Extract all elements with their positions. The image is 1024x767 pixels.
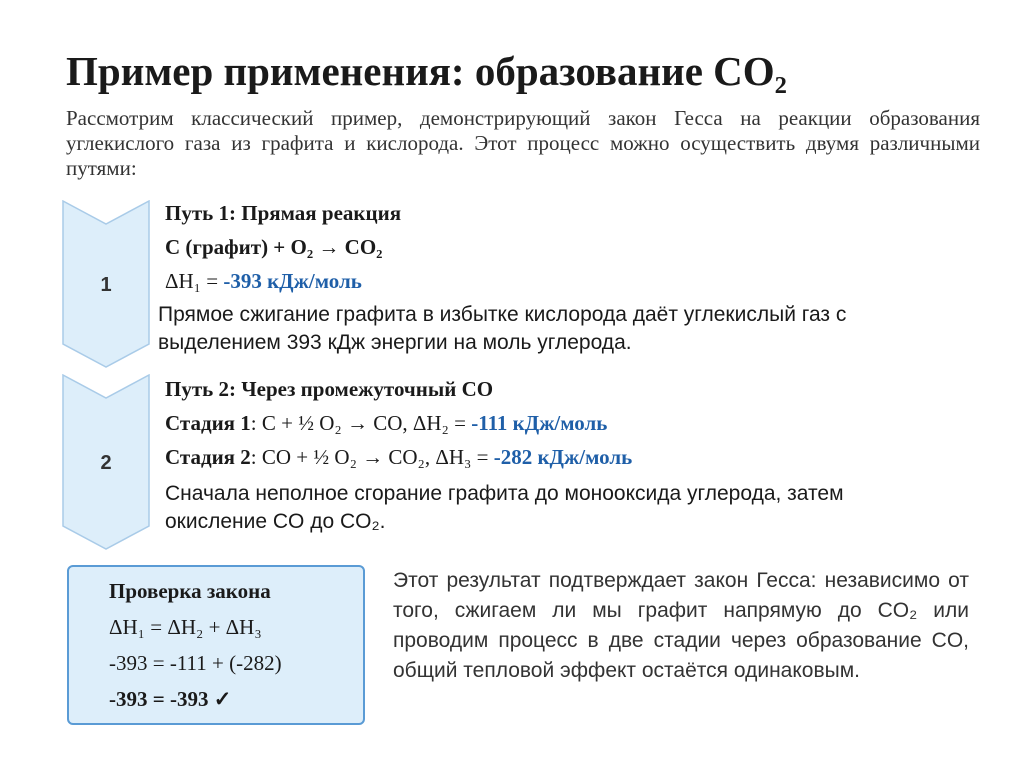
checkmark-icon: ✓ [213,687,232,711]
check-result [109,681,363,717]
stage-1-label: Стадия 1 [165,411,251,435]
path-1-enthalpy-value: -393 кДж/моль [223,269,362,293]
path-2-description: Сначала неполное сгорание графита до монооксида углерода, затем окисление CO до CO₂. [165,482,844,533]
path-1-heading: Путь 1: Прямая реакция [165,201,402,225]
stage-2-text: : CO + ½ O₂ → CO₂, ΔH₃ = [250,445,494,469]
step-2-chevron [62,374,150,550]
stage-1-text: : C + ½ O₂ → CO, ΔH₂ = [250,411,472,435]
path-1-enthalpy [165,264,401,298]
path-2-heading: Путь 2: Через промежуточный CO [165,377,494,401]
check-result-text: -393 = -393 [109,687,209,711]
intro-paragraph: Рассмотрим классический пример, демонстрирующий закон Гесса на реакции образования углекислого газа из графита и кислорода. Этот процесс можно осуществить двумя различными путями: [66,106,980,180]
path-1-equation: C (графит) + O₂ → CO₂ [165,235,383,259]
stage-2-label: Стадия 2 [165,445,251,469]
stage-1-value: -111 кДж/моль [471,411,608,435]
step-1-number: 1 [100,274,112,296]
stage-2-value: -282 кДж/моль [493,445,633,469]
check-substitution: -393 = -111 + (-282) [109,651,282,675]
conclusion-paragraph: Этот результат подтверждает закон Гесса: независимо от того, сжигаем ли мы графит напрямую до CO₂ или проводим процесс в две стадии через образование CO, общий тепловой эффект остаётся одинаковым. [393,569,969,682]
page-title: Пример применения: образование CO₂ [66,48,787,94]
step-2-number: 2 [100,452,112,474]
path-1-section [165,196,401,298]
check-heading: Проверка закона [109,579,271,603]
path-1-enthalpy-label: ΔH₁ = [165,269,224,293]
path-2-stage-1 [165,406,632,440]
path-1-description: Прямое сжигание графита в избытке кислорода даёт углекислый газ с выделением 393 кДж энергии на моль углерода. [158,303,847,354]
step-1-chevron [62,200,150,368]
check-formula: ΔH₁ = ΔH₂ + ΔH₃ [109,615,262,639]
law-check-box [67,565,365,725]
path-2-section [165,372,632,474]
path-2-stage-2 [165,440,632,474]
